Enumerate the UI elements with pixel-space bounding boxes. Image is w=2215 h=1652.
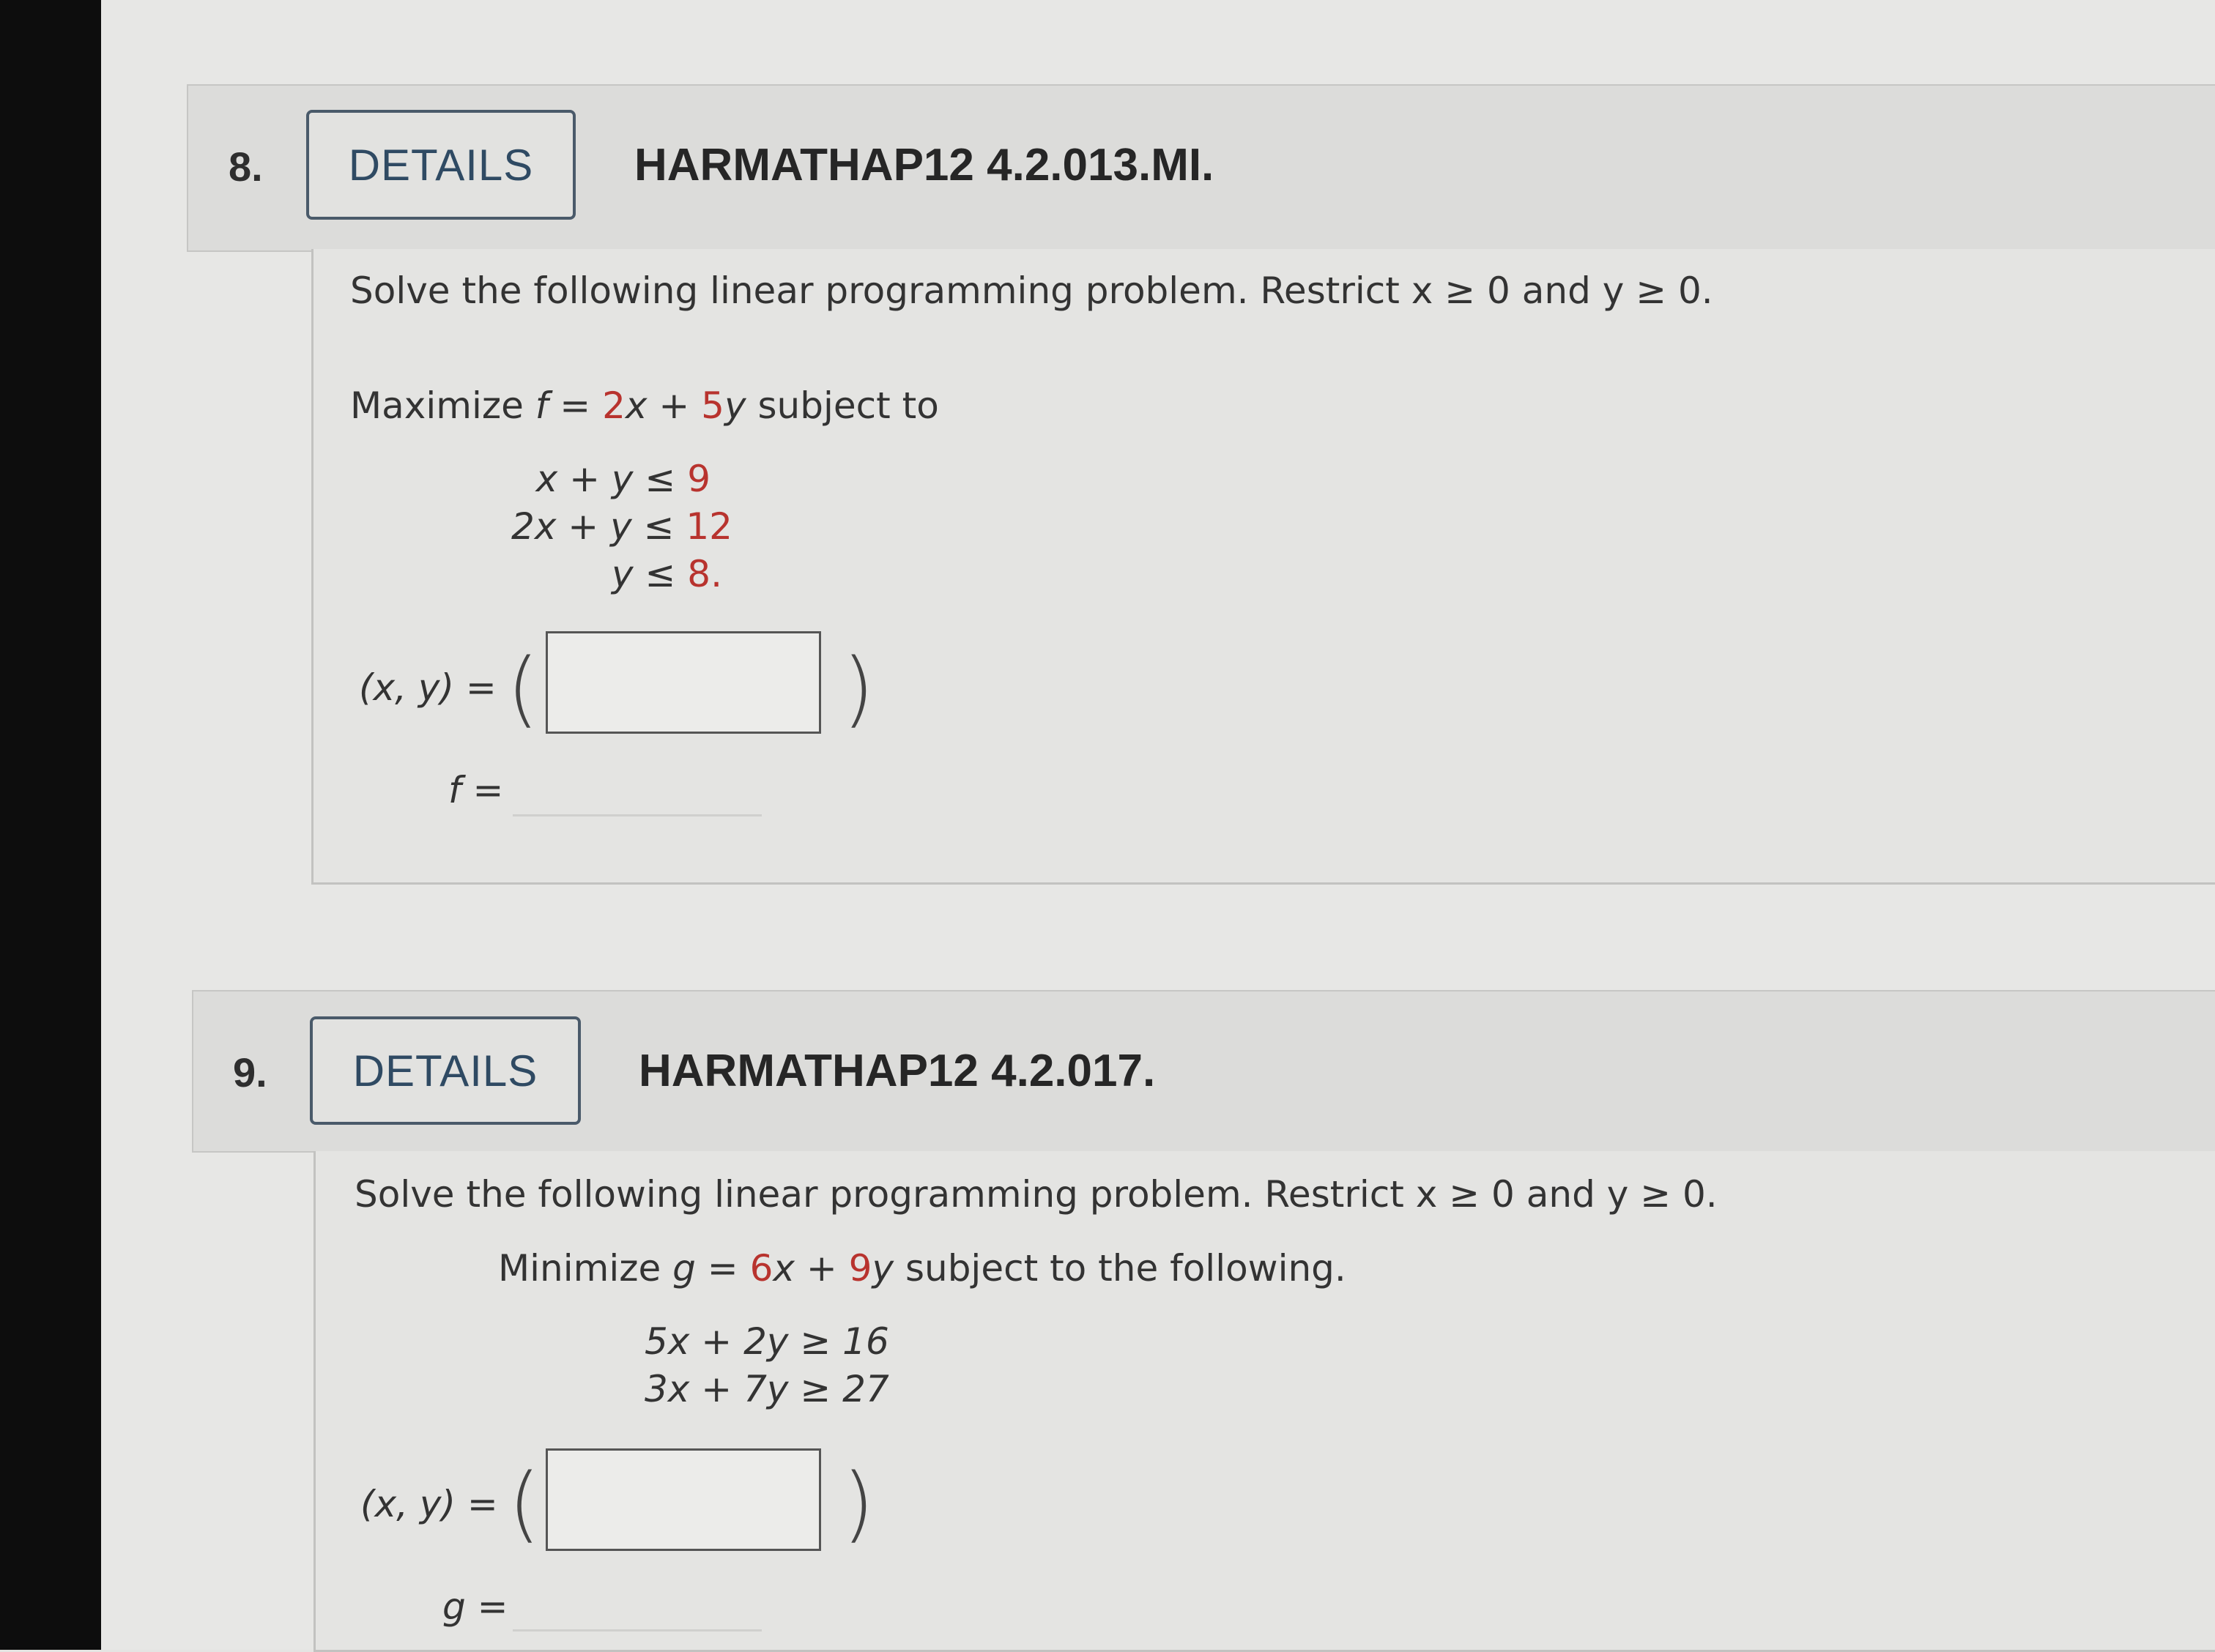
term-y: y bbox=[872, 1247, 894, 1290]
objective-verb: Minimize bbox=[498, 1247, 661, 1290]
value-answer-input[interactable] bbox=[513, 1629, 762, 1631]
point-label: (x, y) = bbox=[360, 1483, 498, 1525]
problem-intro: Solve the following linear programming problem. Restrict x ≥ 0 and y ≥ 0. bbox=[350, 269, 1713, 312]
objective-eq: = bbox=[695, 1247, 750, 1290]
point-answer-input[interactable] bbox=[546, 1448, 821, 1551]
value-label: g = bbox=[442, 1585, 508, 1628]
details-button[interactable]: DETAILS bbox=[306, 110, 576, 220]
point-label: (x, y) = bbox=[359, 666, 497, 709]
term-x: x + bbox=[773, 1247, 849, 1290]
open-paren: ( bbox=[507, 641, 539, 737]
coef-x: 6 bbox=[749, 1247, 773, 1290]
objective-tail: subject to bbox=[746, 384, 939, 427]
constraint-rhs: 9 bbox=[687, 458, 710, 500]
term-y: y bbox=[724, 384, 746, 427]
constraint-2: 3x + 7y ≥ 27 bbox=[645, 1368, 889, 1410]
question-9-body bbox=[313, 1151, 2215, 1652]
constraint-3 bbox=[469, 553, 732, 595]
question-code: HARMATHAP12 4.2.017. bbox=[639, 1046, 1156, 1096]
coef-y: 5 bbox=[701, 384, 724, 427]
objective-var: g bbox=[672, 1247, 696, 1290]
objective-function bbox=[350, 384, 939, 427]
constraint-1 bbox=[469, 458, 732, 500]
problem-intro: Solve the following linear programming problem. Restrict x ≥ 0 and y ≥ 0. bbox=[355, 1173, 1718, 1216]
value-label: f = bbox=[448, 769, 504, 811]
objective-function bbox=[498, 1247, 1346, 1290]
constraint-rhs: 8. bbox=[687, 553, 722, 595]
open-paren: ( bbox=[508, 1456, 541, 1552]
value-answer-input[interactable] bbox=[513, 814, 762, 816]
close-paren: ) bbox=[842, 641, 875, 737]
objective-tail: subject to the following. bbox=[894, 1247, 1346, 1290]
question-number: 9. bbox=[233, 1049, 267, 1095]
objective-verb: Maximize bbox=[350, 384, 524, 427]
question-code: HARMATHAP12 4.2.013.MI. bbox=[634, 140, 1214, 190]
coef-y: 9 bbox=[848, 1247, 872, 1290]
question-number: 8. bbox=[229, 144, 263, 190]
close-paren: ) bbox=[842, 1456, 875, 1552]
device-bezel bbox=[0, 0, 101, 1650]
constraint-lhs: 2x + y ≤ bbox=[511, 505, 686, 548]
constraint-lhs: x + y ≤ bbox=[535, 458, 688, 500]
constraint-1: 5x + 2y ≥ 16 bbox=[645, 1320, 889, 1363]
details-button[interactable]: DETAILS bbox=[310, 1016, 581, 1125]
constraint-lhs: y ≤ bbox=[612, 553, 688, 595]
constraint-rhs: 12 bbox=[686, 505, 732, 548]
term-x: x + bbox=[625, 384, 702, 427]
coef-x: 2 bbox=[602, 384, 626, 427]
constraint-2 bbox=[469, 505, 732, 548]
objective-eq: = bbox=[548, 384, 603, 427]
point-answer-input[interactable] bbox=[546, 631, 821, 734]
objective-var: f bbox=[535, 384, 549, 427]
